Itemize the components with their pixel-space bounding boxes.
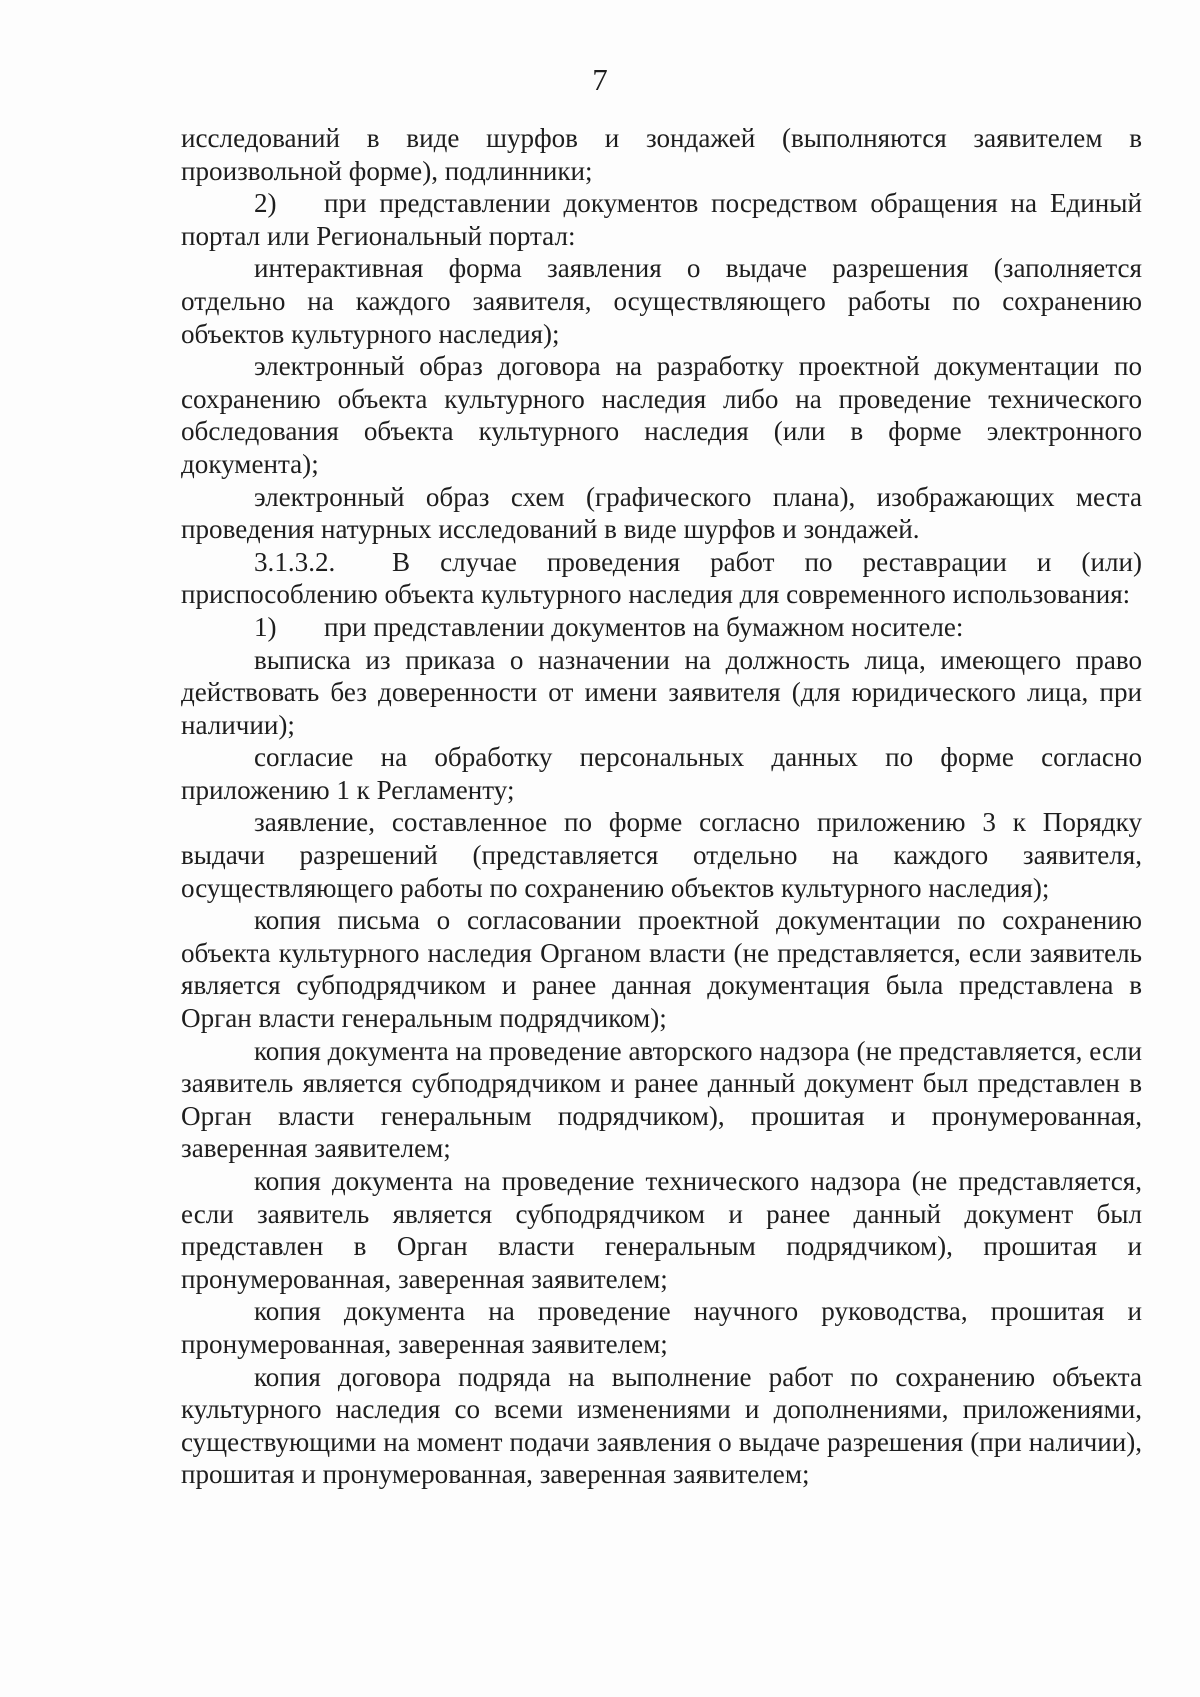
paragraph: согласие на обработку персональных данных по форме согласно приложению 1 к Регламенту; bbox=[181, 742, 1142, 805]
section-3-1-3-2 bbox=[181, 546, 1142, 611]
document-body bbox=[181, 122, 1142, 1491]
paragraph: копия документа на проведение авторского надзора (не представляется, если заявитель является субподрядчиком и ранее данный документ был представлен в Орган власти генеральным подрядчиком), прошитая и пронумерованная, заверенная заявителем; bbox=[181, 1035, 1142, 1164]
paragraph: заявление, составленное по форме согласно приложению 3 к Порядку выдачи разрешений (представляется отдельно на каждого заявителя, осуществляющего работы по сохранению объектов культурного наследия); bbox=[181, 807, 1142, 903]
paragraph: интерактивная форма заявления о выдаче разрешения (заполняется отдельно на каждого заявителя, осуществляющего работы по сохранению объектов культурного наследия); bbox=[181, 253, 1142, 349]
item-number: 1) bbox=[254, 611, 277, 642]
page-number: 7 bbox=[592, 62, 608, 97]
item-number: 2) bbox=[254, 188, 277, 219]
item-text: при представлении документов посредством обращения на Единый портал или Региональный портал: bbox=[181, 188, 1142, 251]
paragraph: электронный образ договора на разработку проектной документации по сохранению объекта культурного наследия либо на проведение технического обследования объекта культурного наследия (или в форме электронного документа); bbox=[181, 351, 1142, 479]
paragraph: копия документа на проведение технического надзора (не представляется, если заявитель является субподрядчиком и ранее данный документ был представлен в Орган власти генеральным подрядчиком), прошитая и пронумерованная, заверенная заявителем; bbox=[181, 1166, 1142, 1294]
list-item-1 bbox=[181, 611, 1142, 644]
paragraph: копия документа на проведение научного руководства, прошитая и пронумерованная, заверенная заявителем; bbox=[181, 1296, 1142, 1359]
paragraph-continuation: исследований в виде шурфов и зондажей (выполняются заявителем в произвольной форме), подлинники; bbox=[181, 123, 1142, 186]
section-number: 3.1.3.2. bbox=[254, 546, 336, 577]
paragraph: копия письма о согласовании проектной документации по сохранению объекта культурного наследия Органом власти (не представляется, если заявитель является субподрядчиком и ранее данная документация была представлена в Орган власти генеральным подрядчиком); bbox=[181, 905, 1142, 1034]
paragraph: копия договора подряда на выполнение работ по сохранению объекта культурного наследия со всеми изменениями и дополнениями, приложениями, существующими на момент подачи заявления о выдаче разрешения (при наличии), прошитая и пронумерованная, заверенная заявителем; bbox=[181, 1361, 1142, 1490]
section-text: В случае проведения работ по реставрации и (или) приспособлению объекта культурного наследия для современного использования: bbox=[181, 546, 1142, 610]
paragraph: выписка из приказа о назначении на должность лица, имеющего право действовать без доверенности от имени заявителя (для юридического лица, при наличии); bbox=[181, 644, 1142, 740]
list-item-2 bbox=[181, 187, 1142, 252]
paragraph: электронный образ схем (графического плана), изображающих места проведения натурных исследований в виде шурфов и зондажей. bbox=[181, 481, 1142, 545]
item-text: при представлении документов на бумажном носителе: bbox=[324, 611, 964, 642]
